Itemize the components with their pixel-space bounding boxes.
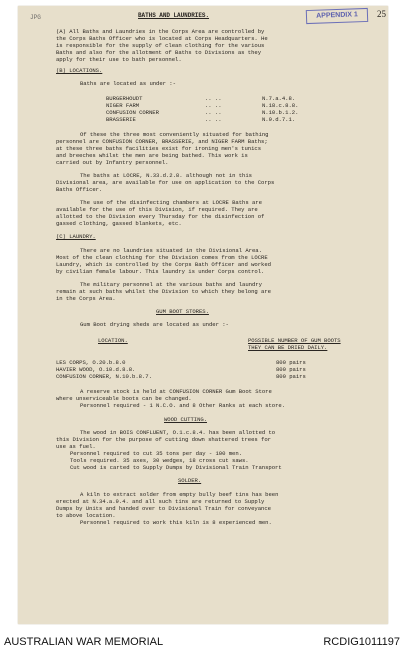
locations-para1-line: carried out by Infantry personnel. (56, 159, 169, 166)
wood-line: Tools required. 35 axes, 30 wedges, 18 cross cut saws. (70, 457, 249, 464)
baths-location-dots: .. .. (205, 102, 222, 109)
intro-line: apply for their use to bath personnel. (56, 56, 182, 63)
intro-line: (A) All Baths and Laundries in the Corps Area are controlled by (56, 28, 265, 35)
gumboot-row-location: HAVIER WOOD, O.10.d.8.8. (56, 366, 136, 373)
baths-location-name: NIGER FARM (106, 102, 140, 109)
gumboot-row-location: CONFUSION CORNER, N.10.b.8.7. (56, 373, 152, 380)
gumboots-col-location: LOCATION. (98, 337, 128, 344)
gumboots-para1-line: where unserviceable boots can be changed. (56, 395, 192, 402)
baths-location-name: BRASSERIE (106, 116, 136, 123)
gumboot-row-count: 800 pairs (276, 373, 306, 380)
locations-para1-line: personnel are CONFUSION CORNER, BRASSERIE, and NIGER FARM Baths; (56, 138, 268, 145)
locations-para1-line: at these three baths facilities exist for ironing men's tunics (56, 145, 262, 152)
baths-location-name: BURGERHOUDT (106, 95, 143, 102)
wood-para1-line: this Division for the purpose of cutting down shattered trees for (56, 436, 271, 443)
locations-para2-line: The baths at LOCRE, N.33.d.2.8. although not in this (80, 172, 252, 179)
header-ref: JPG (30, 14, 41, 21)
locations-para3-line: The use of the disinfecting chambers at LOCRE Baths are (80, 199, 262, 206)
gumboots-para2: Personnel required - 1 N.C.O. and 8 Other Ranks at each store. (80, 402, 286, 409)
locations-heading: (B) LOCATIONS. (56, 67, 103, 74)
intro-line: is responsible for the supply of clean clothing for the various (56, 42, 265, 49)
solder-heading: SOLDER. (178, 477, 202, 484)
locations-para3-line: allotted to the Division every Thursday for the disinfection of (56, 213, 265, 220)
laundry-heading: (C) LAUNDRY. (56, 233, 96, 240)
solder-para1-line: erected at N.34.a.9.4. and all such tins are returned to Supply (56, 498, 265, 505)
gumboots-para1-line: A reserve stock is held at CONFUSION CORNER Gum Boot Store (80, 388, 272, 395)
baths-location-ref: N.10.b.1.2. (262, 109, 299, 116)
gumboots-lead: Gum Boot drying sheds are located as under :- (80, 321, 229, 328)
gumboots-col-count: THEY CAN BE DRIED DAILY. (248, 344, 328, 351)
baths-location-dots: .. .. (205, 116, 222, 123)
gumboot-row-location: LES CORPS, O.20.b.8.0 (56, 359, 126, 366)
solder-para1-line: A kiln to extract solder from empty bully beef tins has been (80, 491, 279, 498)
locations-para1-line: Of these the three most conveniently situated for bathing (80, 131, 269, 138)
intro-line: Baths and also for the allotment of Baths to Divisions as they (56, 49, 262, 56)
locations-para3-line: gassed clothing, gassed blankets, etc. (56, 220, 182, 227)
laundry-para1-line: by civilian female labour. This laundry is under Corps control. (56, 268, 265, 275)
baths-location-dots: .. .. (205, 109, 222, 116)
wood-para1-line: The wood in BOIS CONFLUENT, O.1.c.8.4. has been allotted to (80, 429, 276, 436)
baths-location-dots: .. .. (205, 95, 222, 102)
gumboots-col-count: POSSIBLE NUMBER OF GUM BOOTS (248, 337, 341, 344)
laundry-para1-line: Most of the clean clothing for the Division comes from the LOCRE (56, 254, 268, 261)
locations-para3-line: available for the use of this Division, if required. They are (56, 206, 258, 213)
baths-location-name: CONFUSION CORNER (106, 109, 159, 116)
locations-para2-line: Divisional area, are available for use on application to the Corps (56, 179, 275, 186)
paper-sheet (18, 6, 388, 624)
archive-footer (0, 630, 406, 654)
locations-lead: Baths are located as under :- (80, 80, 176, 87)
intro-line: the Corps Baths Officer who is located at Corps Headquarters. He (56, 35, 268, 42)
baths-location-ref: N.18.c.8.8. (262, 102, 299, 109)
baths-location-ref: N.7.a.4.8. (262, 95, 296, 102)
appendix-stamp: APPENDIX 1 (306, 8, 368, 24)
laundry-para1-line: There are no laundries situated in the Divisional Area. (80, 247, 262, 254)
laundry-para2-line: remain at such baths whilst the Division to which they belong are (56, 288, 271, 295)
wood-para1-line: use as fuel. (56, 443, 96, 450)
footer-source: AUSTRALIAN WAR MEMORIAL (4, 636, 164, 648)
locations-para1-line: and breeches whilst the men are being bathed. This work is (56, 152, 248, 159)
wood-line: Personnel required to cut 35 tons per day - 100 men. (70, 450, 242, 457)
footer-record-id: RCDIG1011197 (323, 636, 400, 648)
gumboots-heading: GUM BOOT STORES. (156, 308, 209, 315)
solder-para2: Personnel required to work this kiln is 8 experienced men. (80, 519, 272, 526)
baths-location-ref: N.9.d.7.1. (262, 116, 296, 123)
locations-para2-line: Baths Officer. (56, 186, 103, 193)
wood-heading: WOOD CUTTING. (164, 416, 207, 423)
laundry-para2-line: in the Corps Area. (56, 295, 116, 302)
laundry-para1-line: Laundry, which is controlled by the Corps Bath Officer and worked (56, 261, 271, 268)
laundry-para2-line: The military personnel at the various baths and laundry (80, 281, 262, 288)
gumboot-row-count: 800 pairs (276, 359, 306, 366)
wood-line: Cut wood is carted to Supply Dumps by Divisional Train Transport (70, 464, 282, 471)
document-title: BATHS AND LAUNDRIES. (138, 12, 210, 19)
solder-para1-line: to above location. (56, 512, 116, 519)
page-number: 25 (377, 9, 386, 19)
solder-para1-line: Dumps by Units and handed over to Divisional Train for conveyance (56, 505, 271, 512)
gumboot-row-count: 800 pairs (276, 366, 306, 373)
